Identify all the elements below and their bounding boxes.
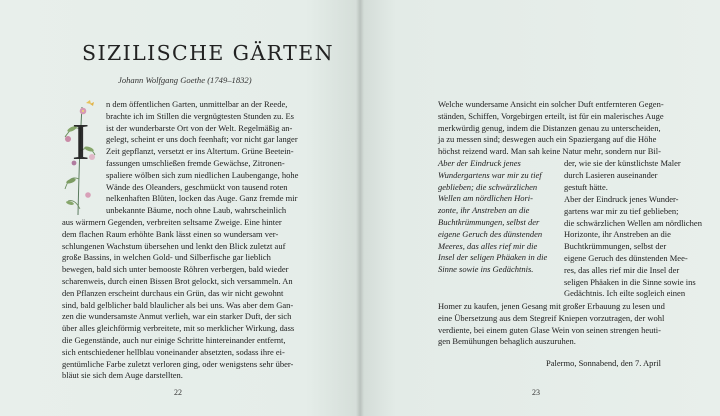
poem-line: Aber der Eindruck jenes xyxy=(438,158,521,168)
place-date-signature: Palermo, Sonnabend, den 7. April xyxy=(546,358,661,368)
text-line: Zeit gepflanzt, versetzt er ins Altertum. Grüne Beetein- xyxy=(106,146,294,157)
text-line: gartens war mir zu tief geblieben; xyxy=(564,205,679,216)
text-line: der, wie sie der künstlichste Maler xyxy=(564,158,681,168)
poem-line: geblieben; die schwärzlichen xyxy=(438,181,538,192)
text-line: res, das alles rief mir die Insel der xyxy=(564,264,680,275)
text-line: verdiente, bei einem guten Glase Wein von seinen strengen heuti- xyxy=(438,324,661,335)
right-bottom-text xyxy=(438,301,668,348)
text-line: bewegen, bald sich unter bemooste Röhren verbergen, bald wieder xyxy=(62,264,289,275)
text-line: Wände des Oleanders, geschmückt von tausend roten xyxy=(106,181,288,192)
text-line: sich entschiedener hellblau voneinander absetzten, sodass ihre ei- xyxy=(62,346,285,357)
book-gutter xyxy=(356,0,364,416)
text-line: höchst reizend ward. Man sah keine Natur mehr, sondern nur Bil- xyxy=(438,146,661,157)
text-line: große Bassins, in welchen Gold- und Silberfische gar lieblich xyxy=(62,252,271,263)
text-line: brachte ich im Stillen die vergnügtesten Stunden zu. Es xyxy=(106,110,294,121)
text-line: bläut sie sich dem Auge darstellten. xyxy=(62,370,183,381)
author-line: Johann Wolfgang Goethe (1749–1832) xyxy=(118,75,252,85)
page-number-right: 23 xyxy=(532,388,540,397)
text-line: die schwärzlichen Wellen am nördlichen xyxy=(564,217,702,228)
text-line: Buchtkrümmungen, selbst der xyxy=(564,241,667,252)
text-line: aus wärmern Gegenden, verbreiten seltsame Zweige. Eine hinter xyxy=(62,216,282,227)
text-line: gelegt, scheint er uns doch feenhaft; vor nicht gar langer xyxy=(106,134,298,145)
text-line: gestuft hätte. xyxy=(564,181,608,192)
poem-line: eigene Geruch des dünstenden xyxy=(438,228,543,239)
text-line: gentümliche Farbe zuletzt verloren ging, oder wenigstens sehr über- xyxy=(62,358,294,369)
poem-line: Wundergartens war mir zu tief xyxy=(438,169,542,180)
poem-line: Meeres, das alles rief mir die xyxy=(438,240,538,251)
poem-line: Wellen am nördlichen Hori- xyxy=(438,193,533,204)
text-line: unbekannte Bäume, noch ohne Laub, wahrscheinlich xyxy=(106,205,287,216)
text-line: nelkenhaften Blüten, locken das Auge. Ganz fremde mir xyxy=(106,193,298,204)
text-line: sind, bald gelblicher bald blaulicher als bei uns. Was aber dem Gan- xyxy=(62,299,294,310)
poem-line: Sinne sowie ins Gedächtnis. xyxy=(438,264,534,275)
text-line: eine Übersetzung aus dem Stegreif Kniepen vorzutragen, der wohl xyxy=(438,312,665,323)
right-top-text-continued xyxy=(564,158,681,193)
text-line: die Gegenstände, auch nur einige Schritte hintereinander entfernt, xyxy=(62,334,286,345)
poem-line: Buchtkrümmungen, selbst der xyxy=(438,216,540,227)
translation-text xyxy=(564,194,702,300)
text-line: eigene Geruch des dünstenden Mee- xyxy=(564,252,688,263)
text-line: durch Lasieren auseinander xyxy=(564,169,658,180)
text-line: ist der wunderbarste Ort von der Welt. Regelmäßig an- xyxy=(106,122,293,133)
poem-excerpt xyxy=(438,158,554,276)
initial-letter: I xyxy=(72,114,90,171)
text-line: ständen, Schiffen, Vorgebirgen erteilt, ist für ein malerisches Auge xyxy=(438,110,664,121)
text-line: Welche wundersame Ansicht ein solcher Duft entfernteren Gegen- xyxy=(438,99,664,109)
left-body-text xyxy=(62,99,299,382)
page-number-left: 22 xyxy=(174,388,182,397)
text-line: Horizonte, ihr Anstreben an die xyxy=(564,229,671,240)
text-line: scharenweis, durch einen Bissen Brot gelockt, sich versammeln. An xyxy=(62,275,293,286)
chapter-title: SIZILISCHE GÄRTEN xyxy=(82,41,334,65)
text-line: dem flachen Raum erhöhte Bank lässt einen so wundersam ver- xyxy=(62,228,279,239)
poem-line: Insel der seligen Phäaken in die xyxy=(438,252,548,263)
right-page xyxy=(360,0,720,416)
text-line: zen die wundersamste Anmut verlieh, war ein starker Duft, der sich xyxy=(62,311,292,322)
text-line: Gedächtnis. Ich eilte sogleich einen xyxy=(564,288,686,299)
text-line: den Pflanzen erscheint durchaus ein Grün, das wir nicht gewohnt xyxy=(62,287,284,298)
text-line: gen Bemühungen behaglich auszuruhen. xyxy=(438,336,576,347)
poem-line: zonte, ihr Anstreben an die xyxy=(438,205,530,216)
text-line: ja zu messen sind; deswegen auch ein Spaziergang auf die Höhe xyxy=(438,134,657,145)
text-line: merkwürdig genug, indem die Distanzen genau zu unterscheiden, xyxy=(438,122,661,133)
right-top-text xyxy=(438,99,664,158)
text-line: über alles gleichförmig verbreitete, mit so merklicher Wirkung, dass xyxy=(62,323,295,334)
text-line: n dem öffentlichen Garten, unmittelbar an der Reede, xyxy=(106,99,288,109)
text-line: Homer zu kaufen, jenen Gesang mit großer Erbauung zu lesen und xyxy=(438,301,665,311)
text-line: Aber der Eindruck jenes Wunder- xyxy=(564,194,679,204)
text-line: seligen Phäaken in die Sinne sowie ins xyxy=(564,276,696,287)
text-line: spaliere wölben sich zum niedlichen Laubengange, hohe xyxy=(106,169,299,180)
text-line: schlungenen Wachstum übersehen und lenkt den Blick zuletzt auf xyxy=(62,240,286,251)
text-line: fassungen umschließen fremde Gewächse, Zitronen- xyxy=(106,157,285,168)
